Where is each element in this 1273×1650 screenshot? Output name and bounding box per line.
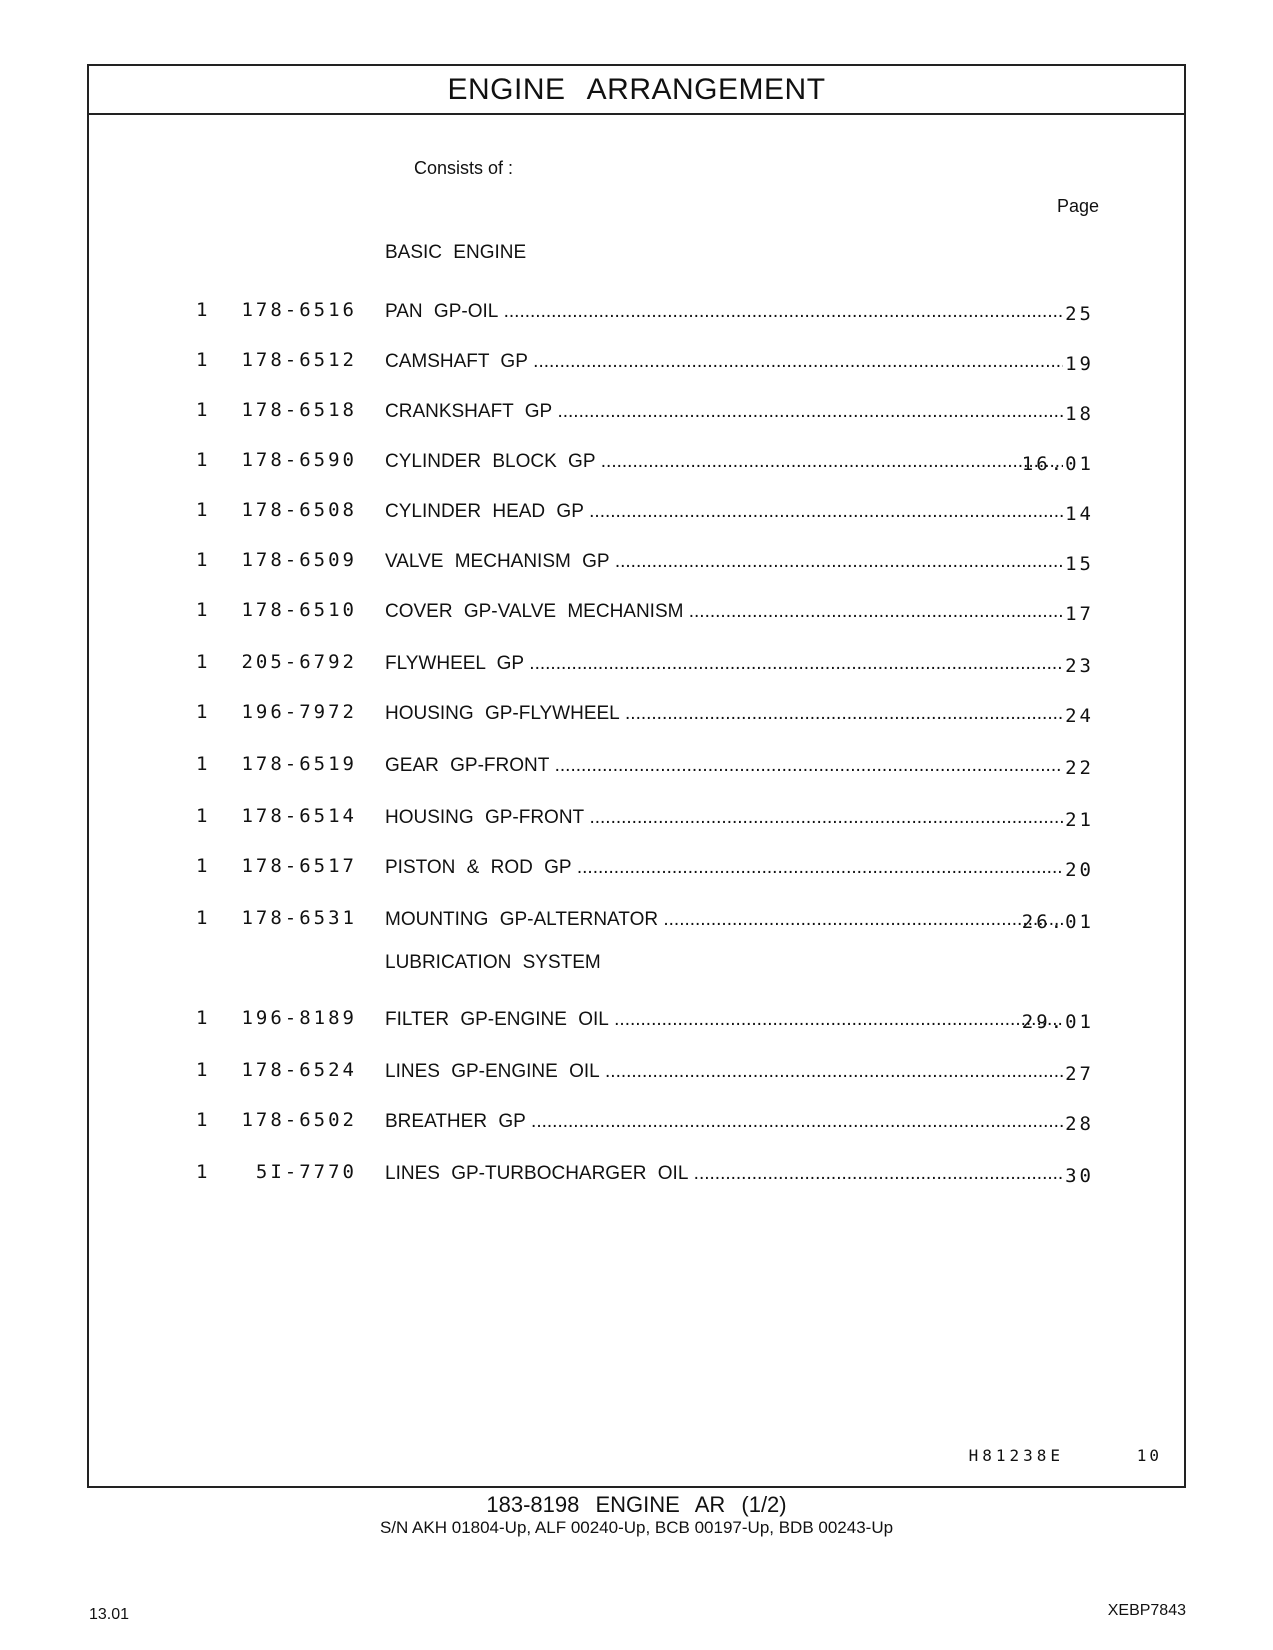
page-reference: 24 xyxy=(1065,705,1094,727)
part-description: PISTON & ROD GP ..... xyxy=(385,857,1063,879)
part-description: COVER GP-VALVE MECHANISM ..... xyxy=(385,601,1063,623)
page-number: 13.01 xyxy=(89,1606,130,1623)
table-row xyxy=(89,349,1184,379)
document-id: XEBP7843 xyxy=(1107,1602,1186,1619)
quantity: 1 xyxy=(196,651,208,673)
illustration-code: H81238E xyxy=(968,1446,1064,1465)
quantity: 1 xyxy=(196,549,208,571)
part-description: LINES GP-TURBOCHARGER OIL ..... xyxy=(385,1163,1063,1185)
part-number: 178-6517 xyxy=(241,855,357,877)
table-row xyxy=(89,805,1184,835)
table-row xyxy=(89,399,1184,429)
quantity: 1 xyxy=(196,805,208,827)
part-number: 178-6524 xyxy=(241,1059,357,1081)
part-description: CAMSHAFT GP ..... xyxy=(385,351,1063,373)
page-reference: 20 xyxy=(1065,859,1094,881)
part-description: CYLINDER HEAD GP ..... xyxy=(385,501,1063,523)
part-description: VALVE MECHANISM GP ..... xyxy=(385,551,1063,573)
table-row xyxy=(89,1109,1184,1139)
quantity: 1 xyxy=(196,753,208,775)
illustration-number: 10 xyxy=(1136,1446,1162,1465)
page-reference: 18 xyxy=(1065,403,1094,425)
footer-serial-numbers: S/N AKH 01804-Up, ALF 00240-Up, BCB 00197-Up, BDB 00243-Up xyxy=(379,1518,894,1537)
part-description: FILTER GP-ENGINE OIL ..... xyxy=(385,1009,1063,1031)
parts-list-frame xyxy=(87,64,1186,1488)
page-reference: 21 xyxy=(1065,809,1094,831)
part-description: GEAR GP-FRONT ..... xyxy=(385,755,1063,777)
part-number: 178-6512 xyxy=(241,349,357,371)
page-reference: 28 xyxy=(1065,1113,1094,1135)
table-row xyxy=(89,499,1184,529)
part-number: 178-6519 xyxy=(241,753,357,775)
part-number: 196-7972 xyxy=(241,701,357,723)
page-title: ENGINE ARRANGEMENT xyxy=(89,66,1184,115)
page-reference: 14 xyxy=(1065,503,1094,525)
part-number: 5I-7770 xyxy=(255,1161,357,1183)
footer-title: 183-8198 ENGINE AR (1/2) xyxy=(486,1492,787,1517)
part-description: CRANKSHAFT GP ..... xyxy=(385,401,1063,423)
quantity: 1 xyxy=(196,499,208,521)
quantity: 1 xyxy=(196,599,208,621)
part-description: BREATHER GP ..... xyxy=(385,1111,1063,1133)
part-number: 178-6516 xyxy=(241,299,357,321)
part-number: 196-8189 xyxy=(241,1007,357,1029)
quantity: 1 xyxy=(196,907,208,929)
table-row xyxy=(89,855,1184,885)
table-row xyxy=(89,651,1184,681)
quantity: 1 xyxy=(196,449,208,471)
table-row xyxy=(89,1161,1184,1191)
quantity: 1 xyxy=(196,855,208,877)
part-number: 178-6518 xyxy=(241,399,357,421)
part-description: HOUSING GP-FRONT ..... xyxy=(385,807,1063,829)
part-description: LINES GP-ENGINE OIL ..... xyxy=(385,1061,1063,1083)
page-reference: 30 xyxy=(1065,1165,1094,1187)
part-number: 205-6792 xyxy=(241,651,357,673)
part-number: 178-6502 xyxy=(241,1109,357,1131)
part-number: 178-6508 xyxy=(241,499,357,521)
quantity: 1 xyxy=(196,1161,208,1183)
table-row xyxy=(89,907,1184,937)
page-column-header: Page xyxy=(1057,196,1100,216)
part-description: CYLINDER BLOCK GP ..... xyxy=(385,451,1063,473)
table-row xyxy=(89,449,1184,479)
quantity: 1 xyxy=(196,1007,208,1029)
part-description: FLYWHEEL GP ..... xyxy=(385,653,1063,675)
page-reference: 22 xyxy=(1065,757,1094,779)
part-description: HOUSING GP-FLYWHEEL ..... xyxy=(385,703,1063,725)
table-row xyxy=(89,549,1184,579)
part-description: MOUNTING GP-ALTERNATOR ..... xyxy=(385,909,1063,931)
table-row xyxy=(89,753,1184,783)
page-reference: 23 xyxy=(1065,655,1094,677)
quantity: 1 xyxy=(196,399,208,421)
section-heading: BASIC ENGINE xyxy=(385,242,527,263)
part-number: 178-6510 xyxy=(241,599,357,621)
page-reference: 15 xyxy=(1065,553,1094,575)
section-heading: LUBRICATION SYSTEM xyxy=(385,952,601,973)
page-reference: 25 xyxy=(1065,303,1094,325)
quantity: 1 xyxy=(196,1059,208,1081)
page-reference: 26.01 xyxy=(1021,911,1094,933)
part-description: PAN GP-OIL ..... xyxy=(385,301,1063,323)
page-reference: 27 xyxy=(1065,1063,1094,1085)
page-reference: 29.01 xyxy=(1021,1011,1094,1033)
part-number: 178-6514 xyxy=(241,805,357,827)
quantity: 1 xyxy=(196,299,208,321)
page-reference: 17 xyxy=(1065,603,1094,625)
table-row xyxy=(89,701,1184,731)
table-row xyxy=(89,299,1184,329)
part-number: 178-6509 xyxy=(241,549,357,571)
part-number: 178-6531 xyxy=(241,907,357,929)
table-row xyxy=(89,1059,1184,1089)
quantity: 1 xyxy=(196,349,208,371)
quantity: 1 xyxy=(196,1109,208,1131)
table-row xyxy=(89,1007,1184,1037)
part-number: 178-6590 xyxy=(241,449,357,471)
consists-of-label: Consists of : xyxy=(414,158,514,178)
page-reference: 19 xyxy=(1065,353,1094,375)
quantity: 1 xyxy=(196,701,208,723)
table-row xyxy=(89,599,1184,629)
page-reference: 16.01 xyxy=(1021,453,1094,475)
